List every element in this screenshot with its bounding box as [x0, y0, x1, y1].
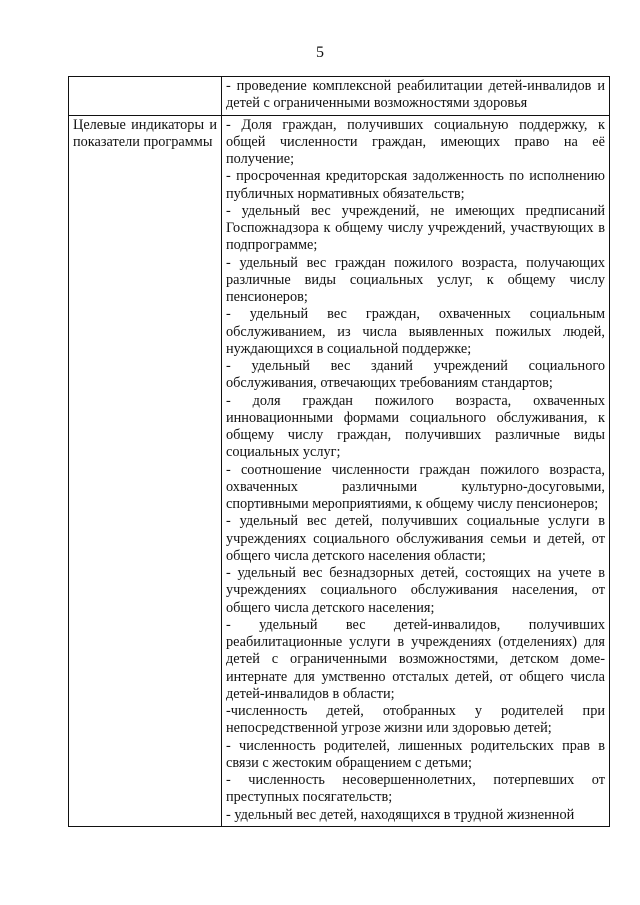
indicators-cell: [222, 115, 610, 826]
indicator-item: -численность детей, отобранных у родителей при непосредственной угрозе жизни или здоровью детей;: [226, 703, 605, 737]
page-number: 5: [316, 44, 324, 61]
label-cell-empty: [69, 77, 222, 116]
indicator-item: - удельный вес граждан пожилого возраста, получающих различные виды социальных услуг, к общему числу пенсионеров;: [226, 254, 605, 305]
indicator-item: - численность несовершеннолетних, потерпевших от преступных посягательств;: [226, 772, 605, 806]
indicator-item: - численность родителей, лишенных родительских прав в связи с жестоким обращением с детьми;: [226, 737, 605, 771]
indicator-item: - удельный вес учреждений, не имеющих предписаний Госпожнадзора к общему числу учреждений, участвующих в подпрограмме;: [226, 202, 605, 254]
indicator-item: - удельный вес граждан, охваченных социальным обслуживанием, из числа выявленных пожилых людей, нуждающихся в социальной поддержке;: [226, 306, 605, 357]
indicator-item: - Доля граждан, получивших социальную поддержку, к общей численности граждан, имеющих право на её получение;: [226, 116, 605, 167]
program-passport-table: [68, 76, 610, 827]
indicator-item: - удельный вес детей, получивших социальные услуги в учреждениях социального обслуживания семьи и детей, от общего числа детского населения области;: [226, 513, 605, 564]
indicator-item: - доля граждан пожилого возраста, охваченных инновационными формами социального обслуживания, к общему числу граждан, получивших различные виды социальных услуг;: [226, 392, 605, 461]
indicator-item: - соотношение численности граждан пожилого возраста, охваченных различными культурно-досуговыми, спортивными мероприятиями, к общему числу пенсионеров;: [226, 461, 605, 512]
indicator-item: - удельный вес детей, находящихся в трудной жизненной: [226, 806, 575, 823]
indicator-item: - удельный вес зданий учреждений социального обслуживания, отвечающих требованиям стандартов;: [226, 358, 605, 392]
table-row-indicators: [69, 115, 610, 826]
table-row-continuation: [69, 77, 610, 116]
indicators-label: Целевые индикаторы и показатели программы: [69, 115, 222, 826]
indicator-item: - удельный вес детей-инвалидов, получивших реабилитационные услуги в учреждениях (отделениях) для детей с ограниченными возможностями, детском доме-интернате для умственно отсталых детей, от общего числа детей-инвалидов в области;: [226, 616, 605, 702]
indicator-item: - удельный вес безнадзорных детей, состоящих на учете в учреждениях социального обслуживания населения, от общего числа детского населения;: [226, 565, 605, 616]
indicator-item: - просроченная кредиторская задолженность по исполнению публичных нормативных обязательств;: [226, 168, 605, 202]
continuation-text: - проведение комплексной реабилитации детей-инвалидов и детей с ограниченными возможностями здоровья: [222, 77, 610, 116]
